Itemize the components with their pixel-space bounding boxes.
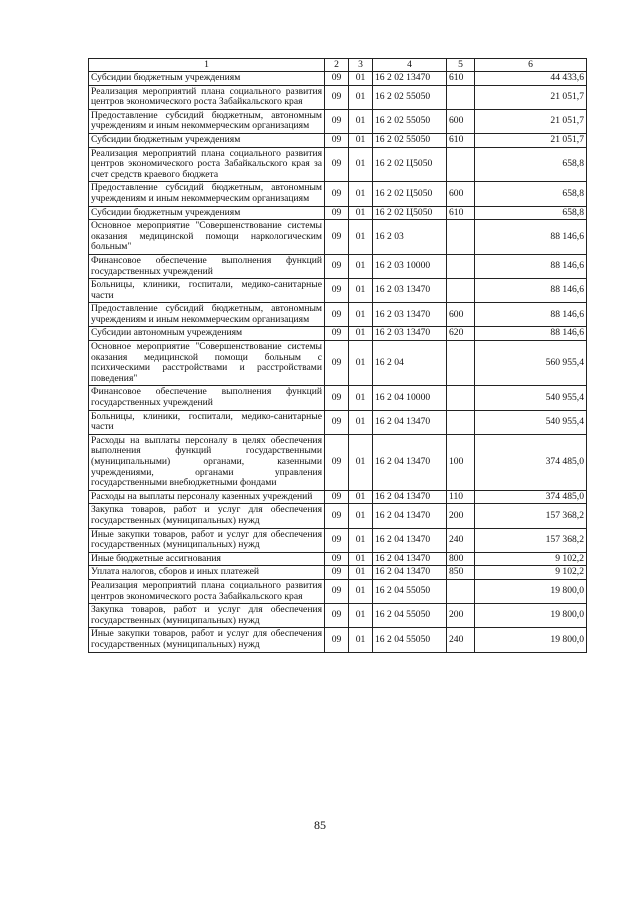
row-name: Субсидии автономным учреждениям xyxy=(89,327,325,341)
row-name: Расходы на выплаты персоналу в целях обеспечения выполнения функций государственными (муниципальными) органами, казенными учреждениями, органами управления государственными внебюджетными фондами xyxy=(89,434,325,490)
row-subsection: 01 xyxy=(349,628,373,652)
row-subsection: 01 xyxy=(349,341,373,386)
row-target-code: 16 2 03 13470 xyxy=(373,279,447,303)
row-section: 09 xyxy=(325,279,349,303)
row-amount: 19 800,0 xyxy=(475,604,587,628)
row-amount: 21 051,7 xyxy=(475,133,587,147)
row-target-code: 16 2 02 Ц5050 xyxy=(373,206,447,220)
row-section: 09 xyxy=(325,220,349,255)
row-section: 09 xyxy=(325,490,349,504)
row-expense-type: 610 xyxy=(447,133,475,147)
table-header xyxy=(89,59,587,72)
row-expense-type xyxy=(447,254,475,278)
row-section: 09 xyxy=(325,552,349,566)
page-number: 85 xyxy=(314,818,326,832)
row-subsection: 01 xyxy=(349,133,373,147)
row-amount: 88 146,6 xyxy=(475,279,587,303)
table-row xyxy=(89,552,587,566)
row-name: Закупка товаров, работ и услуг для обеспечения государственных (муниципальных) нужд xyxy=(89,504,325,528)
row-amount: 21 051,7 xyxy=(475,85,587,109)
row-name: Больницы, клиники, госпитали, медико-санитарные части xyxy=(89,279,325,303)
row-amount: 658,8 xyxy=(475,182,587,206)
header-col-4: 4 xyxy=(373,59,447,72)
row-target-code: 16 2 04 55050 xyxy=(373,604,447,628)
row-name: Уплата налогов, сборов и иных платежей xyxy=(89,566,325,580)
header-col-1: 1 xyxy=(89,59,325,72)
row-expense-type: 800 xyxy=(447,552,475,566)
row-name: Предоставление субсидий бюджетным, автономным учреждениям и иным некоммерческим организациям xyxy=(89,303,325,327)
row-target-code: 16 2 04 xyxy=(373,341,447,386)
row-target-code: 16 2 02 Ц5050 xyxy=(373,182,447,206)
row-section: 09 xyxy=(325,341,349,386)
row-expense-type: 200 xyxy=(447,504,475,528)
row-target-code: 16 2 02 Ц5050 xyxy=(373,147,447,182)
row-name: Реализация мероприятий плана социального развития центров экономического роста Забайкальского края xyxy=(89,579,325,603)
row-subsection: 01 xyxy=(349,303,373,327)
row-target-code: 16 2 02 55050 xyxy=(373,109,447,133)
table-row xyxy=(89,72,587,86)
row-target-code: 16 2 04 13470 xyxy=(373,490,447,504)
row-subsection: 01 xyxy=(349,109,373,133)
row-target-code: 16 2 04 13470 xyxy=(373,528,447,552)
row-amount: 88 146,6 xyxy=(475,220,587,255)
table-row xyxy=(89,279,587,303)
row-subsection: 01 xyxy=(349,254,373,278)
row-name: Субсидии бюджетным учреждениям xyxy=(89,206,325,220)
row-subsection: 01 xyxy=(349,147,373,182)
row-name: Реализация мероприятий плана социального развития центров экономического роста Забайкальского края xyxy=(89,85,325,109)
row-subsection: 01 xyxy=(349,182,373,206)
row-target-code: 16 2 02 55050 xyxy=(373,133,447,147)
row-target-code: 16 2 04 13470 xyxy=(373,410,447,434)
header-row xyxy=(89,59,587,72)
budget-table xyxy=(88,58,587,653)
row-amount: 658,8 xyxy=(475,206,587,220)
row-target-code: 16 2 04 13470 xyxy=(373,504,447,528)
row-target-code: 16 2 04 13470 xyxy=(373,552,447,566)
row-name: Субсидии бюджетным учреждениям xyxy=(89,72,325,86)
row-expense-type: 610 xyxy=(447,206,475,220)
header-col-2: 2 xyxy=(325,59,349,72)
row-expense-type: 600 xyxy=(447,109,475,133)
row-section: 09 xyxy=(325,303,349,327)
row-amount: 88 146,6 xyxy=(475,327,587,341)
row-amount: 9 102,2 xyxy=(475,566,587,580)
row-target-code: 16 2 04 13470 xyxy=(373,566,447,580)
row-subsection: 01 xyxy=(349,206,373,220)
table-row xyxy=(89,303,587,327)
table-row xyxy=(89,147,587,182)
row-amount: 44 433,6 xyxy=(475,72,587,86)
row-name: Расходы на выплаты персоналу казенных учреждений xyxy=(89,490,325,504)
row-section: 09 xyxy=(325,85,349,109)
row-subsection: 01 xyxy=(349,279,373,303)
row-section: 09 xyxy=(325,182,349,206)
row-expense-type xyxy=(447,279,475,303)
row-expense-type: 850 xyxy=(447,566,475,580)
row-section: 09 xyxy=(325,72,349,86)
row-amount: 658,8 xyxy=(475,147,587,182)
table-row xyxy=(89,85,587,109)
row-name: Реализация мероприятий плана социального развития центров экономического роста Забайкальского края за счет средств краевого бюджета xyxy=(89,147,325,182)
row-amount: 19 800,0 xyxy=(475,628,587,652)
row-name: Основное мероприятие "Совершенствование системы оказания медицинской помощи больным с психическими расстройствами и расстройствами поведения" xyxy=(89,341,325,386)
row-expense-type: 600 xyxy=(447,182,475,206)
row-subsection: 01 xyxy=(349,85,373,109)
table-row xyxy=(89,434,587,490)
row-amount: 19 800,0 xyxy=(475,579,587,603)
header-col-5: 5 xyxy=(447,59,475,72)
row-target-code: 16 2 04 55050 xyxy=(373,579,447,603)
table-row xyxy=(89,254,587,278)
row-amount: 9 102,2 xyxy=(475,552,587,566)
row-target-code: 16 2 03 13470 xyxy=(373,303,447,327)
table-row xyxy=(89,504,587,528)
row-subsection: 01 xyxy=(349,386,373,410)
table-row xyxy=(89,341,587,386)
table-row xyxy=(89,604,587,628)
row-name: Финансовое обеспечение выполнения функций государственных учреждений xyxy=(89,254,325,278)
row-section: 09 xyxy=(325,566,349,580)
row-expense-type xyxy=(447,579,475,603)
row-section: 09 xyxy=(325,434,349,490)
table-row xyxy=(89,579,587,603)
row-section: 09 xyxy=(325,604,349,628)
row-expense-type: 110 xyxy=(447,490,475,504)
row-name: Иные закупки товаров, работ и услуг для обеспечения государственных (муниципальных) нужд xyxy=(89,528,325,552)
row-subsection: 01 xyxy=(349,528,373,552)
row-target-code: 16 2 03 13470 xyxy=(373,327,447,341)
header-col-6: 6 xyxy=(475,59,587,72)
row-name: Предоставление субсидий бюджетным, автономным учреждениям и иным некоммерческим организациям xyxy=(89,109,325,133)
row-amount: 157 368,2 xyxy=(475,528,587,552)
row-section: 09 xyxy=(325,628,349,652)
row-amount: 88 146,6 xyxy=(475,254,587,278)
table-row xyxy=(89,386,587,410)
row-expense-type: 620 xyxy=(447,327,475,341)
row-name: Закупка товаров, работ и услуг для обеспечения государственных (муниципальных) нужд xyxy=(89,604,325,628)
row-name: Иные бюджетные ассигнования xyxy=(89,552,325,566)
row-name: Субсидии бюджетным учреждениям xyxy=(89,133,325,147)
row-amount: 21 051,7 xyxy=(475,109,587,133)
row-target-code: 16 2 02 13470 xyxy=(373,72,447,86)
row-target-code: 16 2 03 10000 xyxy=(373,254,447,278)
table-row xyxy=(89,109,587,133)
row-section: 09 xyxy=(325,254,349,278)
row-section: 09 xyxy=(325,579,349,603)
row-amount: 540 955,4 xyxy=(475,410,587,434)
row-name: Предоставление субсидий бюджетным, автономным учреждениям и иным некоммерческим организациям xyxy=(89,182,325,206)
row-expense-type xyxy=(447,147,475,182)
table-row xyxy=(89,410,587,434)
row-subsection: 01 xyxy=(349,220,373,255)
row-expense-type: 600 xyxy=(447,303,475,327)
row-expense-type: 200 xyxy=(447,604,475,628)
row-expense-type xyxy=(447,85,475,109)
row-section: 09 xyxy=(325,410,349,434)
row-amount: 540 955,4 xyxy=(475,386,587,410)
table-row xyxy=(89,206,587,220)
row-expense-type xyxy=(447,386,475,410)
row-name: Иные закупки товаров, работ и услуг для обеспечения государственных (муниципальных) нужд xyxy=(89,628,325,652)
row-subsection: 01 xyxy=(349,410,373,434)
row-section: 09 xyxy=(325,504,349,528)
row-expense-type: 610 xyxy=(447,72,475,86)
row-name: Финансовое обеспечение выполнения функций государственных учреждений xyxy=(89,386,325,410)
row-amount: 560 955,4 xyxy=(475,341,587,386)
table-row xyxy=(89,628,587,652)
row-expense-type xyxy=(447,220,475,255)
row-subsection: 01 xyxy=(349,579,373,603)
row-name: Больницы, клиники, госпитали, медико-санитарные части xyxy=(89,410,325,434)
row-section: 09 xyxy=(325,528,349,552)
row-target-code: 16 2 04 13470 xyxy=(373,434,447,490)
row-subsection: 01 xyxy=(349,72,373,86)
table-row xyxy=(89,490,587,504)
row-expense-type: 240 xyxy=(447,628,475,652)
row-amount: 374 485,0 xyxy=(475,490,587,504)
row-subsection: 01 xyxy=(349,566,373,580)
row-name: Основное мероприятие "Совершенствование системы оказания медицинской помощи наркологическим больным" xyxy=(89,220,325,255)
table-row xyxy=(89,220,587,255)
row-section: 09 xyxy=(325,206,349,220)
row-subsection: 01 xyxy=(349,552,373,566)
row-subsection: 01 xyxy=(349,327,373,341)
row-amount: 374 485,0 xyxy=(475,434,587,490)
row-expense-type xyxy=(447,410,475,434)
row-subsection: 01 xyxy=(349,434,373,490)
row-expense-type: 240 xyxy=(447,528,475,552)
table-row xyxy=(89,182,587,206)
row-target-code: 16 2 04 55050 xyxy=(373,628,447,652)
row-expense-type: 100 xyxy=(447,434,475,490)
row-target-code: 16 2 03 xyxy=(373,220,447,255)
row-subsection: 01 xyxy=(349,504,373,528)
row-subsection: 01 xyxy=(349,604,373,628)
row-expense-type xyxy=(447,341,475,386)
row-section: 09 xyxy=(325,386,349,410)
table-row xyxy=(89,566,587,580)
header-col-3: 3 xyxy=(349,59,373,72)
row-section: 09 xyxy=(325,133,349,147)
row-section: 09 xyxy=(325,109,349,133)
row-amount: 157 368,2 xyxy=(475,504,587,528)
table-body xyxy=(89,72,587,653)
row-target-code: 16 2 02 55050 xyxy=(373,85,447,109)
row-section: 09 xyxy=(325,147,349,182)
table-row xyxy=(89,327,587,341)
row-amount: 88 146,6 xyxy=(475,303,587,327)
row-section: 09 xyxy=(325,327,349,341)
table-row xyxy=(89,133,587,147)
row-subsection: 01 xyxy=(349,490,373,504)
row-target-code: 16 2 04 10000 xyxy=(373,386,447,410)
table-row xyxy=(89,528,587,552)
